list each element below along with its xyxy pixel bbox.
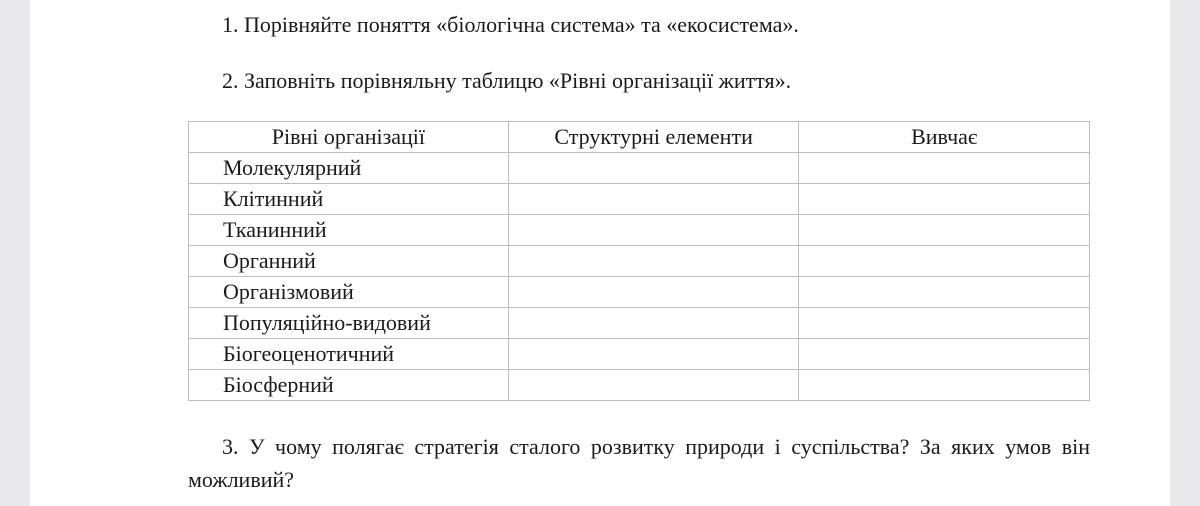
task-3: 3. У чому полягає стратегія сталого розвитку природи і суспільства? За яких умов він можливий? (188, 434, 1090, 492)
structural-elements-cell (508, 153, 799, 184)
task-1: 1. Порівняйте поняття «біологічна система» та «екосистема». (222, 12, 799, 37)
structural-elements-cell (508, 246, 799, 277)
levels-of-organization-table (188, 121, 1090, 401)
table-row (189, 184, 1090, 215)
table-header-row (189, 122, 1090, 153)
table-row (189, 308, 1090, 339)
level-name: Органний (189, 246, 509, 277)
header-structural-elements: Структурні елементи (508, 122, 799, 153)
level-name: Біогеоценотичний (189, 339, 509, 370)
studies-cell (799, 339, 1090, 370)
structural-elements-cell (508, 277, 799, 308)
task-2: 2. Заповніть порівняльну таблицю «Рівні організації життя». (222, 68, 792, 93)
studies-cell (799, 184, 1090, 215)
studies-cell (799, 370, 1090, 401)
studies-cell (799, 153, 1090, 184)
table-row (189, 246, 1090, 277)
structural-elements-cell (508, 339, 799, 370)
level-name: Молекулярний (189, 153, 509, 184)
table-row (189, 277, 1090, 308)
structural-elements-cell (508, 370, 799, 401)
table-row (189, 339, 1090, 370)
level-name: Клітинний (189, 184, 509, 215)
studies-cell (799, 308, 1090, 339)
header-studies: Вивчає (799, 122, 1090, 153)
structural-elements-cell (508, 184, 799, 215)
level-name: Організмовий (189, 277, 509, 308)
document-page (30, 0, 1170, 506)
header-levels: Рівні організації (189, 122, 509, 153)
level-name: Тканинний (189, 215, 509, 246)
studies-cell (799, 215, 1090, 246)
table-row (189, 370, 1090, 401)
studies-cell (799, 277, 1090, 308)
level-name: Популяційно-видовий (189, 308, 509, 339)
level-name: Біосферний (189, 370, 509, 401)
table-row (189, 153, 1090, 184)
structural-elements-cell (508, 215, 799, 246)
studies-cell (799, 246, 1090, 277)
structural-elements-cell (508, 308, 799, 339)
table-row (189, 215, 1090, 246)
